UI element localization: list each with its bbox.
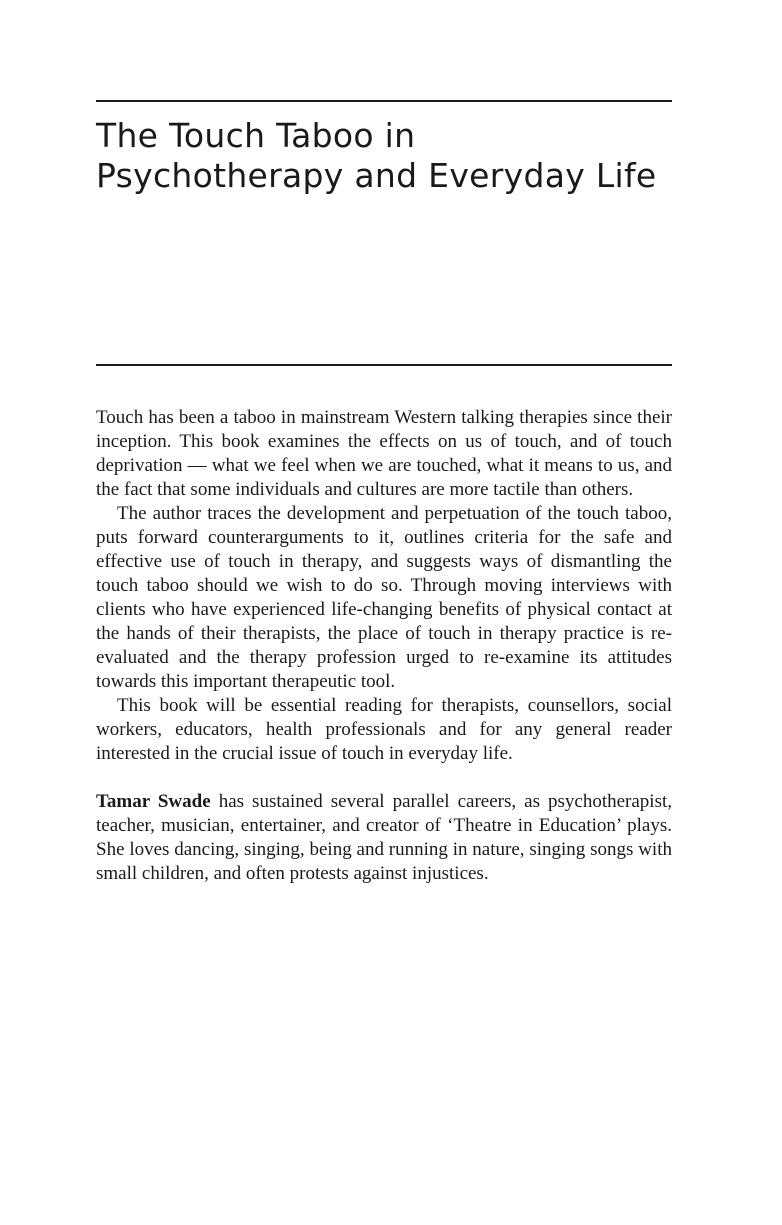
book-description — [96, 406, 672, 886]
title-line-1: The Touch Taboo in — [96, 116, 416, 155]
author-bio — [96, 790, 672, 886]
bottom-rule — [96, 364, 672, 366]
title-line-2: Psychotherapy and Everyday Life — [96, 156, 657, 195]
description-paragraph-1: Touch has been a taboo in mainstream Western talking therapies since their inception. This book examines the effects on us of touch, and of touch deprivation — what we feel when we are touched, what it means to us, and the fact that some individuals and cultures are more tactile than others. — [96, 407, 672, 500]
description-paragraph-2: The author traces the development and perpetuation of the touch taboo, puts forward counterarguments to it, outlines criteria for the safe and effective use of touch in therapy, and suggests ways of dismantling the touch taboo should we wish to do so. Through moving interviews with clients who have experienced life-changing benefits of physical contact at the hands of their therapists, the place of touch in therapy practice is re-evaluated and the therapy profession urged to re-examine its attitudes towards this important therapeutic tool. — [96, 503, 672, 692]
top-rule — [96, 100, 672, 102]
author-name: Tamar Swade — [96, 791, 211, 812]
author-bio-text: has sustained several parallel careers, as psychotherapist, teacher, musician, entertainer, and creator of ‘Theatre in Education’ plays. She loves dancing, singing, being and running in nature, singing songs with small children, and often protests against injustices. — [96, 791, 672, 884]
description-paragraph-3: This book will be essential reading for therapists, counsellors, social workers, educators, health professionals and for any general reader interested in the crucial issue of touch in everyday life. — [96, 695, 672, 764]
book-title — [96, 116, 696, 196]
